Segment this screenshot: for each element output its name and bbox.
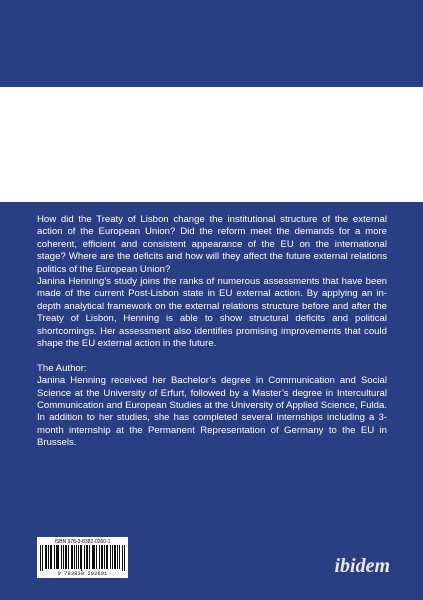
barcode-bar (51, 545, 52, 569)
barcode-bar (117, 545, 118, 569)
barcode-bar (94, 545, 95, 569)
barcode-bar (74, 545, 75, 569)
barcode-bar (80, 545, 81, 569)
barcode-bar (76, 545, 77, 569)
barcode-digits: 9 783838 202601 (57, 571, 108, 577)
barcode-bar (78, 545, 79, 569)
isbn-barcode (37, 537, 128, 578)
barcode-bar (81, 545, 82, 571)
barcode-bar (42, 545, 43, 571)
barcode-bar (122, 545, 123, 571)
barcode-bar (110, 545, 111, 569)
barcode-bars (40, 545, 125, 571)
blurb-paragraph-1: How did the Treaty of Lisbon change the institutional structure of the external action of the European Union? Did the reform meet the demands for a more coherent, efficient and consistent appearance of the EU on the international stage? Where are the deficits and how will they affect the future external relations politics of the European Union? (37, 214, 387, 275)
blurb-paragraph-2: Janina Henning’s study joins the ranks of numerous assessments that have been made of the current Post-Lisbon state in EU external action. By applying an in-depth analytical framework on the external relations structure before and after the Treaty of Lisbon, Henning is able to show structural deficits and political shortcomings. Her assessment also identifies promising improvements that could shape the EU external action in the future. (37, 276, 387, 350)
barcode-bar (72, 545, 73, 569)
barcode-bar (87, 545, 88, 569)
barcode-bar (104, 545, 105, 569)
barcode-bar (50, 545, 51, 569)
barcode-bar (71, 545, 72, 569)
barcode-bar (114, 545, 115, 569)
barcode-bar (58, 545, 59, 569)
barcode-bar (107, 545, 108, 569)
barcode-bar (89, 545, 90, 569)
blurb-text-block (37, 214, 387, 450)
barcode-bar (63, 545, 64, 569)
barcode-bar (102, 545, 103, 569)
barcode-bar (66, 545, 67, 569)
barcode-bar (99, 545, 100, 569)
cover-top-band (0, 0, 423, 87)
barcode-bar (61, 545, 62, 569)
barcode-bar (101, 545, 102, 569)
barcode-bar (40, 545, 41, 571)
barcode-bar (84, 545, 85, 569)
author-heading: The Author: (37, 362, 87, 374)
barcode-bar (112, 545, 113, 569)
barcode-bar (86, 545, 87, 569)
barcode-bar (65, 545, 66, 569)
barcode-bar (54, 545, 55, 569)
barcode-bar (119, 545, 120, 569)
isbn-label: ISBN 978-3-8382-0260-1 (54, 539, 111, 545)
barcode-bar (96, 545, 97, 569)
cover-white-band (0, 87, 423, 202)
barcode-bar (56, 545, 57, 569)
author-bio: Janina Henning received her Bachelor’s degree in Communication and Social Science at the University of Erfurt, followed by a Master’s degree in Intercultural Communication and European Studies at the University of Applied Science, Fulda. In addition to her studies, she has completed several internships including a 3-month internship at the Permanent Representation of Germany to the EU in Brussels. (37, 375, 387, 449)
barcode-bar (48, 545, 49, 569)
barcode-bar (92, 545, 93, 569)
barcode-bar (124, 545, 125, 571)
barcode-bar (93, 545, 94, 569)
publisher-logo: ibidem (334, 555, 390, 577)
barcode-bar (46, 545, 47, 569)
barcode-bar (106, 545, 107, 569)
barcode-bar (115, 545, 116, 569)
barcode-bar (57, 545, 58, 569)
barcode-bar (68, 545, 69, 569)
barcode-bar (45, 545, 46, 569)
